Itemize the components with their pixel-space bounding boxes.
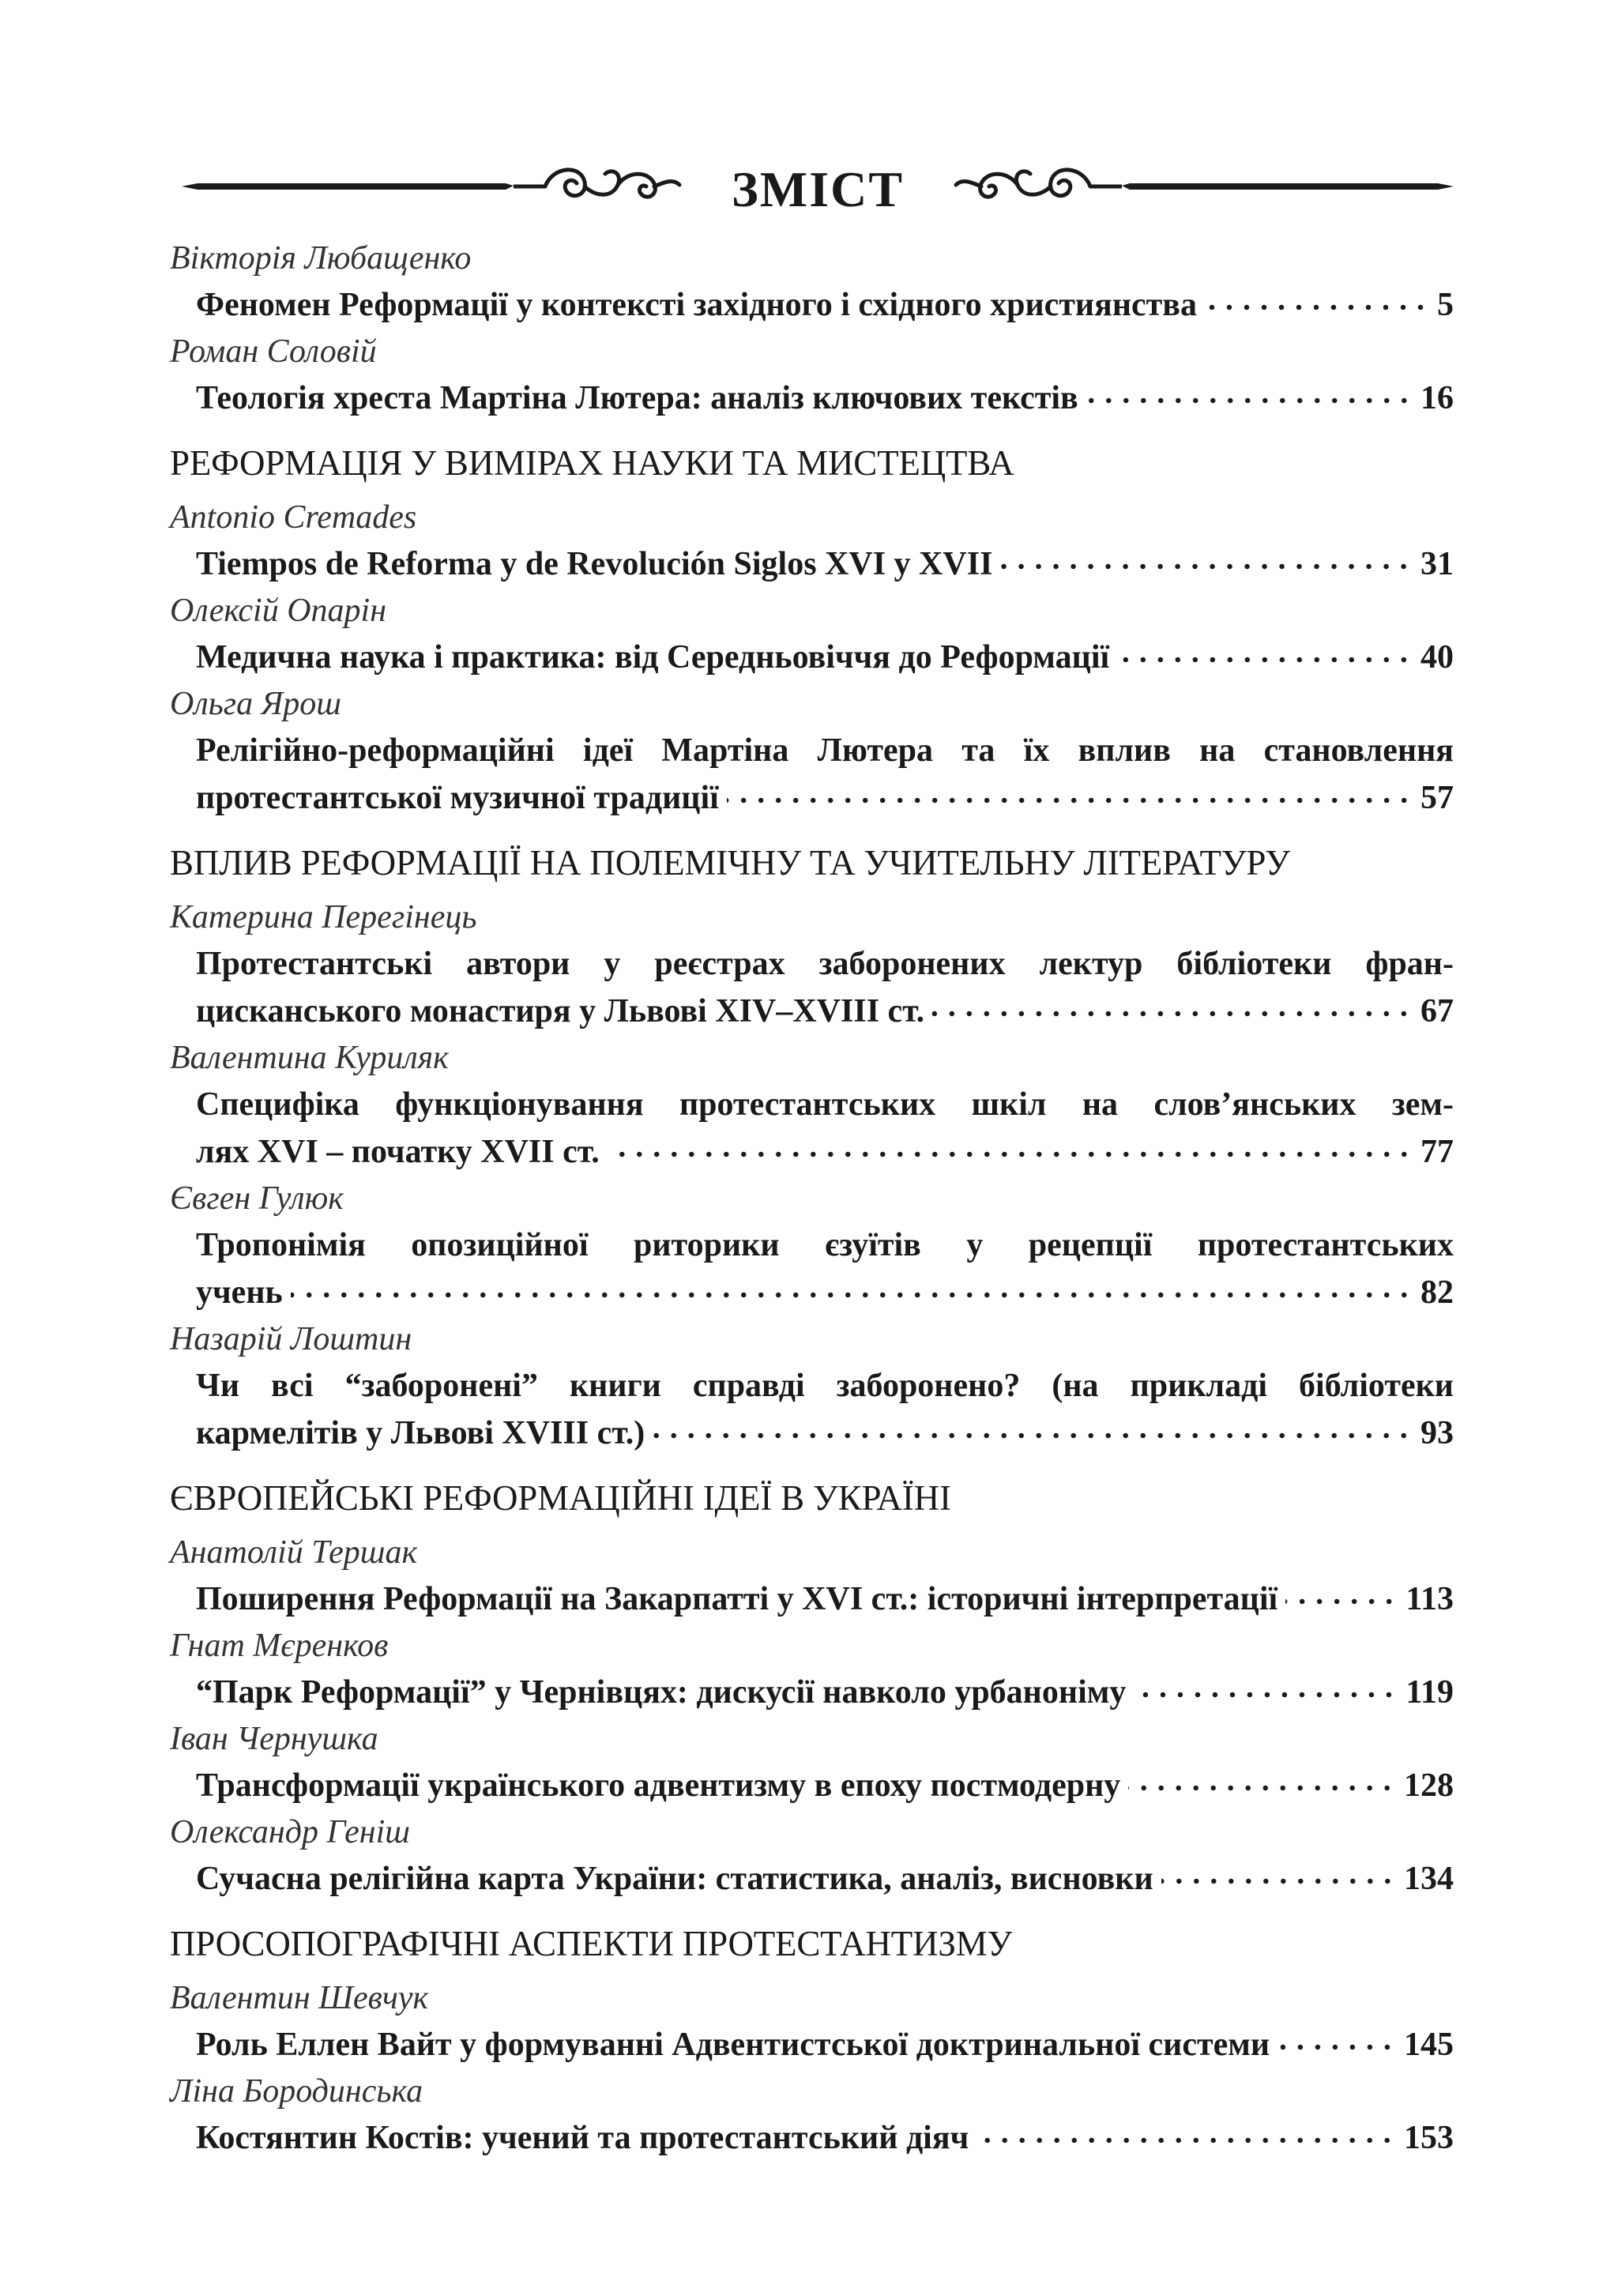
entry-page-number: 31 bbox=[1420, 546, 1454, 582]
dot-leader bbox=[608, 1151, 1413, 1157]
dot-leader bbox=[976, 2137, 1396, 2144]
dot-leader bbox=[1128, 1785, 1396, 1791]
toc-entry[interactable] bbox=[196, 1081, 1454, 1176]
toc-entry[interactable] bbox=[196, 1669, 1454, 1716]
entry-author: Валентина Куриляк bbox=[170, 1040, 449, 1076]
entry-page-number: 82 bbox=[1420, 1274, 1454, 1311]
entry-page-number: 128 bbox=[1404, 1767, 1454, 1804]
section-heading: ПРОСОПОГРАФІЧНІ АСПЕКТИ ПРОТЕСТАНТИЗМУ bbox=[170, 1924, 1013, 1963]
entry-title-line: Костянтин Костів: учений та протестантський діяч bbox=[196, 2120, 969, 2156]
page-title: ЗМІСТ bbox=[732, 161, 904, 217]
entry-title-line: Трансформації українського адвентизму в епоху постмодерну bbox=[196, 1767, 1121, 1804]
dot-leader bbox=[1117, 657, 1413, 663]
entry-title-line: Медична наука і практика: від Середньовіччя до Реформації bbox=[196, 639, 1110, 676]
toc-entry[interactable] bbox=[196, 2114, 1454, 2162]
entry-author: Antonio Cremades bbox=[170, 499, 417, 536]
dot-leader bbox=[1086, 397, 1413, 404]
toc-entry[interactable] bbox=[196, 540, 1454, 588]
toc-entry[interactable] bbox=[196, 2021, 1454, 2068]
toc-entry[interactable] bbox=[196, 634, 1454, 681]
toc-entry[interactable] bbox=[196, 375, 1454, 422]
entry-title-line: Роль Еллен Вайт у формуванні Адвентистської доктринальної системи bbox=[196, 2027, 1270, 2063]
section-heading: ЄВРОПЕЙСЬКІ РЕФОРМАЦІЙНІ ІДЕЇ В УКРАЇНІ bbox=[170, 1478, 951, 1518]
entry-page-number: 57 bbox=[1420, 780, 1454, 816]
toc-entry[interactable] bbox=[196, 1855, 1454, 1903]
entry-page-number: 153 bbox=[1404, 2120, 1454, 2156]
dot-leader bbox=[291, 1292, 1413, 1298]
entry-author: Назарій Лоштин bbox=[170, 1321, 412, 1357]
entry-title-line: лях XVI – початку XVII ст. bbox=[196, 1134, 600, 1170]
table-of-contents bbox=[170, 235, 1454, 2162]
entry-page-number: 93 bbox=[1420, 1415, 1454, 1451]
entry-author: Ліна Бородинська bbox=[170, 2073, 423, 2110]
dot-leader bbox=[932, 1011, 1413, 1017]
dot-leader bbox=[1000, 563, 1413, 570]
entry-author: Вікторія Любащенко bbox=[170, 240, 472, 277]
section-heading: ВПЛИВ РЕФОРМАЦІЇ НА ПОЛЕМІЧНУ ТА УЧИТЕЛЬНУ ЛІТЕРАТУРУ bbox=[170, 843, 1290, 883]
entry-page-number: 16 bbox=[1420, 380, 1454, 416]
entry-page-number: 145 bbox=[1404, 2027, 1454, 2063]
dot-leader bbox=[1285, 1598, 1398, 1605]
entry-title-line: Феномен Реформації у контексті західного і східного християнства bbox=[196, 287, 1197, 323]
dot-leader bbox=[727, 797, 1413, 804]
toc-entry[interactable] bbox=[196, 281, 1454, 329]
entry-page-number: 134 bbox=[1404, 1861, 1454, 1897]
entry-author: Анатолій Тершак bbox=[170, 1534, 418, 1571]
entry-page-number: 113 bbox=[1405, 1581, 1454, 1617]
dot-leader bbox=[653, 1432, 1413, 1439]
entry-title-line: Релігійно-реформаційні ідеї Мартіна Лютера та їх вплив на становлення bbox=[196, 732, 1454, 769]
entry-title-line: цисканського монастиря у Львові XIV–XVIII ст. bbox=[196, 993, 925, 1029]
entry-page-number: 67 bbox=[1420, 993, 1454, 1029]
toc-entry[interactable] bbox=[196, 1762, 1454, 1809]
entry-title-line: Сучасна релігійна карта України: статистика, аналіз, висновки bbox=[196, 1861, 1153, 1897]
toc-header bbox=[182, 150, 1454, 237]
entry-title-line: Специфіка функціонування протестантських шкіл на слов’янських зем- bbox=[196, 1086, 1454, 1123]
entry-author: Роман Соловій bbox=[170, 333, 377, 370]
entry-title-line: Протестантські автори у реєстрах заборонених лектур бібліотеки фран- bbox=[196, 946, 1454, 982]
entry-title-line: учень bbox=[196, 1274, 283, 1311]
entry-title-line: протестантської музичної традиції bbox=[196, 780, 719, 816]
entry-page-number: 5 bbox=[1437, 287, 1454, 323]
entry-page-number: 40 bbox=[1420, 639, 1454, 676]
entry-author: Валентин Шевчук bbox=[170, 1980, 429, 2016]
entry-page-number: 119 bbox=[1405, 1674, 1454, 1711]
dot-leader bbox=[1277, 2044, 1396, 2050]
entry-page-number: 77 bbox=[1420, 1134, 1454, 1170]
entry-title-line: Теологія хреста Мартіна Лютера: аналіз ключових текстів bbox=[196, 380, 1078, 416]
entry-title-line: Чи всі “заборонені” книги справді заборонено? (на прикладі бібліотеки bbox=[196, 1368, 1454, 1404]
entry-author: Іван Чернушка bbox=[170, 1721, 378, 1757]
dot-leader bbox=[1205, 304, 1429, 311]
entry-author: Олександр Геніш bbox=[170, 1814, 411, 1850]
toc-entry[interactable] bbox=[196, 1575, 1454, 1623]
toc-entry[interactable] bbox=[196, 1221, 1454, 1316]
section-heading: РЕФОРМАЦІЯ У ВИМІРАХ НАУКИ ТА МИСТЕЦТВА bbox=[170, 443, 1014, 483]
dot-leader bbox=[1161, 1878, 1396, 1884]
entry-title-line: кармелітів у Львові XVIII ст.) bbox=[196, 1415, 645, 1451]
entry-author: Гнат Мєренков bbox=[170, 1628, 389, 1664]
entry-title-line: Тропонімія опозиційної риторики єзуїтів у рецепції протестантських bbox=[196, 1227, 1454, 1263]
entry-author: Олексій Опарін bbox=[170, 593, 387, 629]
entry-author: Ольга Ярош bbox=[170, 686, 341, 722]
dot-leader bbox=[1134, 1692, 1398, 1698]
entry-title-line: “Парк Реформації” у Чернівцях: дискусії навколо урбаноніму bbox=[196, 1674, 1127, 1711]
toc-entry[interactable] bbox=[196, 727, 1454, 822]
entry-title-line: Поширення Реформації на Закарпатті у XVI ст.: історичні інтерпретації bbox=[196, 1581, 1278, 1617]
entry-title-line: Tiempos de Reforma y de Revolución Siglos XVI y XVII bbox=[196, 546, 993, 582]
toc-entry[interactable] bbox=[196, 1362, 1454, 1457]
toc-entry[interactable] bbox=[196, 940, 1454, 1035]
entry-author: Євген Гулюк bbox=[170, 1180, 344, 1217]
entry-author: Катерина Перегінець bbox=[170, 899, 477, 935]
